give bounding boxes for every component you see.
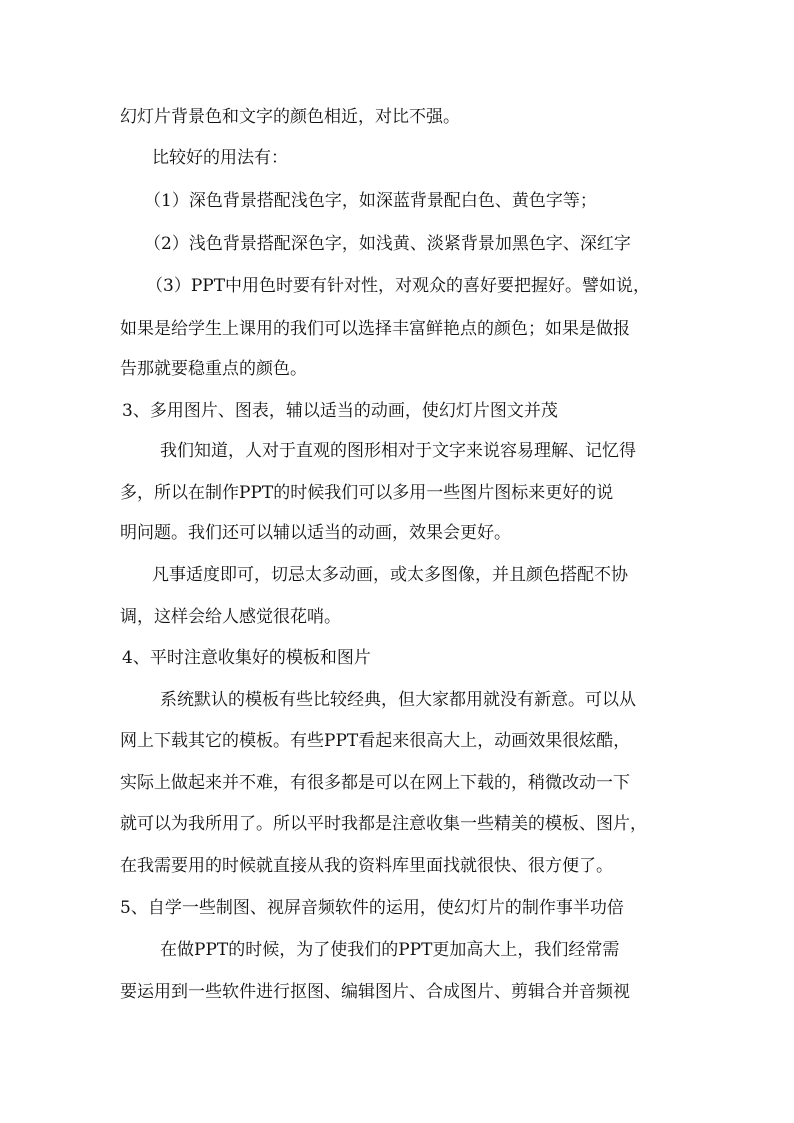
- body-text-line: 告那就要稳重点的颜色。: [120, 359, 307, 379]
- body-text-line: 幻灯片背景色和文字的颜色相近，对比不强。: [120, 107, 460, 127]
- list-item-3: （3）PPT中用色时要有针对性，对观众的喜好要把握好。譬如说，: [146, 276, 651, 296]
- body-text-line: 如果是给学生上课用的我们可以选择丰富鲜艳点的颜色；如果是做报: [120, 319, 630, 339]
- body-text-line: 实际上做起来并不难，有很多都是可以在网上下载的，稍微改动一下: [120, 773, 630, 793]
- section-heading-3: 3、多用图片、图表，辅以适当的动画，使幻灯片图文并茂: [122, 401, 558, 421]
- body-text-line: 凡事适度即可，切忌太多动画，或太多图像，并且颜色搭配不协: [152, 565, 628, 585]
- body-text-line: 明问题。我们还可以辅以适当的动画，效果会更好。: [120, 523, 511, 543]
- section-heading-4: 4、平时注意收集好的模板和图片: [122, 648, 371, 668]
- body-text-line: 系统默认的模板有些比较经典，但大家都用就没有新意。可以从: [160, 690, 636, 710]
- section-heading-5: 5、自学一些制图、视屏音频软件的运用，使幻灯片的制作事半功倍: [120, 898, 624, 918]
- body-text-line: 我们知道，人对于直观的图形相对于文字来说容易理解、记忆得: [160, 441, 636, 461]
- body-text-line: 就可以为我所用了。所以平时我都是注意收集一些精美的模板、图片，: [120, 814, 647, 834]
- body-text-line: 比较好的用法有：: [152, 148, 288, 168]
- body-text-line: 要运用到一些软件进行抠图、编辑图片、合成图片、剪辑合并音频视: [120, 982, 630, 1002]
- body-text-line: 在我需要用的时候就直接从我的资料库里面找就很快、很方便了。: [120, 856, 613, 876]
- list-item-2: （2）浅色背景搭配深色字，如浅黄、淡紧背景加黑色字、深红字: [144, 234, 631, 254]
- body-text-line: 网上下载其它的模板。有些PPT看起来很高大上，动画效果很炫酷，: [120, 731, 631, 751]
- list-item-1: （1）深色背景搭配浅色字，如深蓝背景配白色、黄色字等；: [144, 191, 597, 211]
- body-text-line: 多，所以在制作PPT的时候我们可以多用一些图片图标来更好的说: [120, 483, 614, 503]
- body-text-line: 在做PPT的时候，为了使我们的PPT更加高大上，我们经常需: [160, 940, 620, 960]
- body-text-line: 调，这样会给人感觉很花哨。: [120, 607, 341, 627]
